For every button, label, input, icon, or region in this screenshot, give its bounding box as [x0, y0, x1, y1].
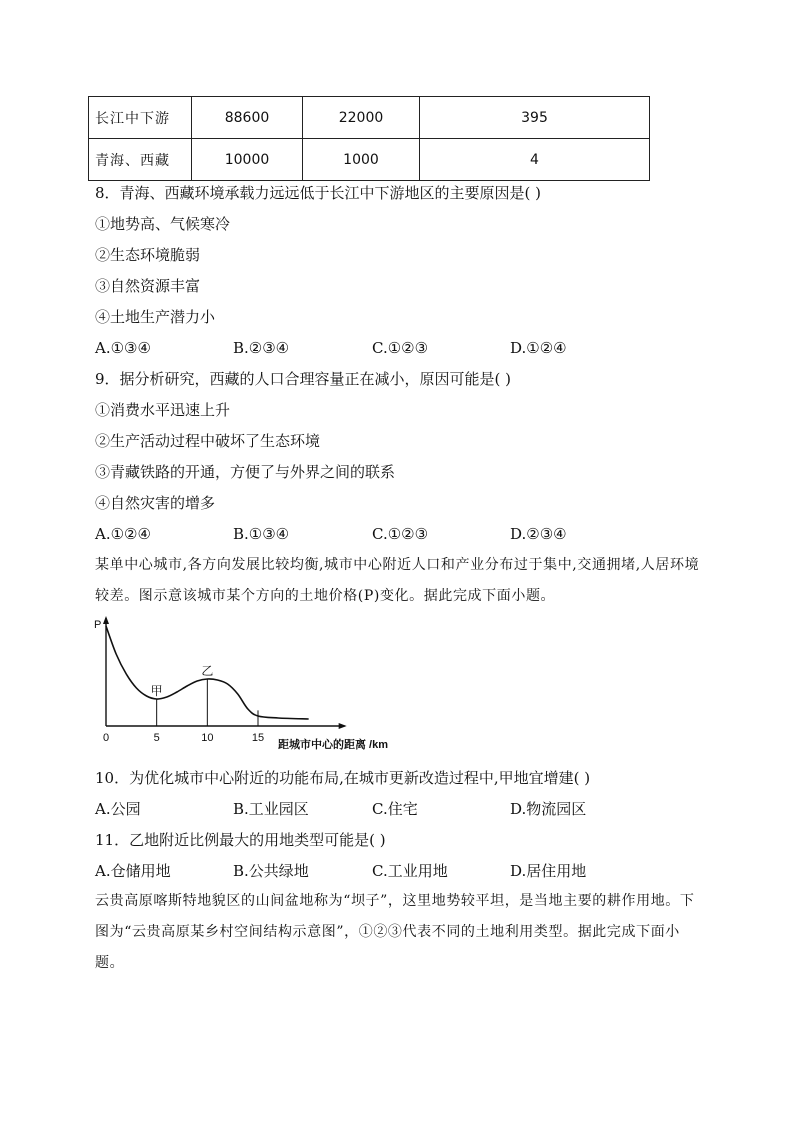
table-cell: 4 — [420, 139, 650, 181]
q11-option-a[interactable]: A.仓储用地 — [95, 862, 171, 880]
chart-axes — [94, 616, 388, 751]
q8-option-b[interactable]: B.②③④ — [233, 339, 290, 357]
q8-option-d[interactable]: D.①②④ — [510, 339, 567, 357]
q8-options — [95, 338, 655, 358]
x-tick-label: 15 — [251, 732, 265, 744]
table-row — [89, 139, 650, 181]
annotation-label: 甲 — [150, 684, 163, 698]
q9-item-1: ①消费水平迅速上升 — [95, 401, 231, 419]
x-tick-label: 0 — [102, 732, 110, 744]
q11-option-b[interactable]: B.公共绿地 — [233, 862, 309, 880]
q10-option-b[interactable]: B.工业园区 — [233, 800, 309, 818]
y-axis-arrow — [103, 616, 109, 624]
chart-marks — [106, 626, 309, 726]
q9-stem: 9．据分析研究，西藏的人口合理容量正在减小，原因可能是( ) — [95, 370, 512, 388]
x-tick-label: 5 — [153, 732, 160, 744]
q9-option-a[interactable]: A.①②④ — [95, 525, 151, 543]
q8-item-1: ①地势高、气候寒冷 — [95, 215, 231, 233]
q8-item-4: ④土地生产潜力小 — [95, 308, 216, 326]
table-cell: 88600 — [192, 97, 303, 139]
table-cell: 10000 — [192, 139, 303, 181]
q11-option-c[interactable]: C.工业用地 — [372, 862, 448, 880]
table-cell: 1000 — [303, 139, 420, 181]
q11-stem: 11．乙地附近比例最大的用地类型可能是( ) — [95, 831, 386, 849]
q11-option-d[interactable]: D.居住用地 — [510, 862, 587, 880]
q11-options — [95, 861, 655, 881]
q10-option-c[interactable]: C.住宅 — [372, 800, 418, 818]
q9-item-2: ②生产活动过程中破坏了生态环境 — [95, 432, 321, 450]
table-cell-region: 长江中下游 — [89, 97, 192, 139]
q10-options — [95, 799, 655, 819]
q8-option-c[interactable]: C.①②③ — [372, 339, 429, 357]
table-row — [89, 97, 650, 139]
x-axis-label: 距城市中心的距离 /km — [278, 739, 389, 751]
annotation-label: 乙 — [201, 664, 214, 678]
q9-option-b[interactable]: B.①③④ — [233, 525, 290, 543]
q10-option-d[interactable]: D.物流园区 — [510, 800, 587, 818]
q10-stem: 10．为优化城市中心附近的功能布局,在城市更新改造过程中,甲地宜增建( ) — [95, 769, 591, 787]
q9-option-c[interactable]: C.①②③ — [372, 525, 429, 543]
q8-stem: 8．青海、西藏环境承载力远远低于长江中下游地区的主要原因是( ) — [95, 184, 542, 202]
q8-option-a[interactable]: A.①③④ — [95, 339, 151, 357]
x-tick-label: 10 — [201, 732, 214, 744]
q9-options — [95, 524, 655, 544]
carrying-capacity-table — [88, 96, 650, 181]
table-cell: 22000 — [303, 97, 420, 139]
q8-item-2: ②生态环境脆弱 — [95, 246, 201, 264]
q9-option-d[interactable]: D.②③④ — [510, 525, 567, 543]
passage-city-land-price: 某单中心城市,各方向发展比较均衡,城市中心附近人口和产业分布过于集中,交通拥堵,人居环境较差。图示意该城市某个方向的土地价格(P)变化。据此完成下面小题。 — [95, 557, 700, 604]
q8-item-3: ③自然资源丰富 — [95, 277, 201, 295]
q10-option-a[interactable]: A.公园 — [95, 800, 141, 818]
table-cell-region: 青海、西藏 — [89, 139, 192, 181]
y-axis-label: P — [94, 619, 102, 631]
passage-karst-village: 云贵高原喀斯特地貌区的山间盆地称为“坝子”，这里地势较平坦，是当地主要的耕作用地。下图为“云贵高原某乡村空间结构示意图”，①②③代表不同的土地利用类型。据此完成下面小题。 — [95, 893, 695, 971]
table-cell: 395 — [420, 97, 650, 139]
q9-item-3: ③青藏铁路的开通，方便了与外界之间的联系 — [95, 463, 396, 481]
x-axis-arrow — [339, 723, 347, 729]
land-price-chart — [92, 612, 412, 754]
q9-item-4: ④自然灾害的增多 — [95, 494, 216, 512]
